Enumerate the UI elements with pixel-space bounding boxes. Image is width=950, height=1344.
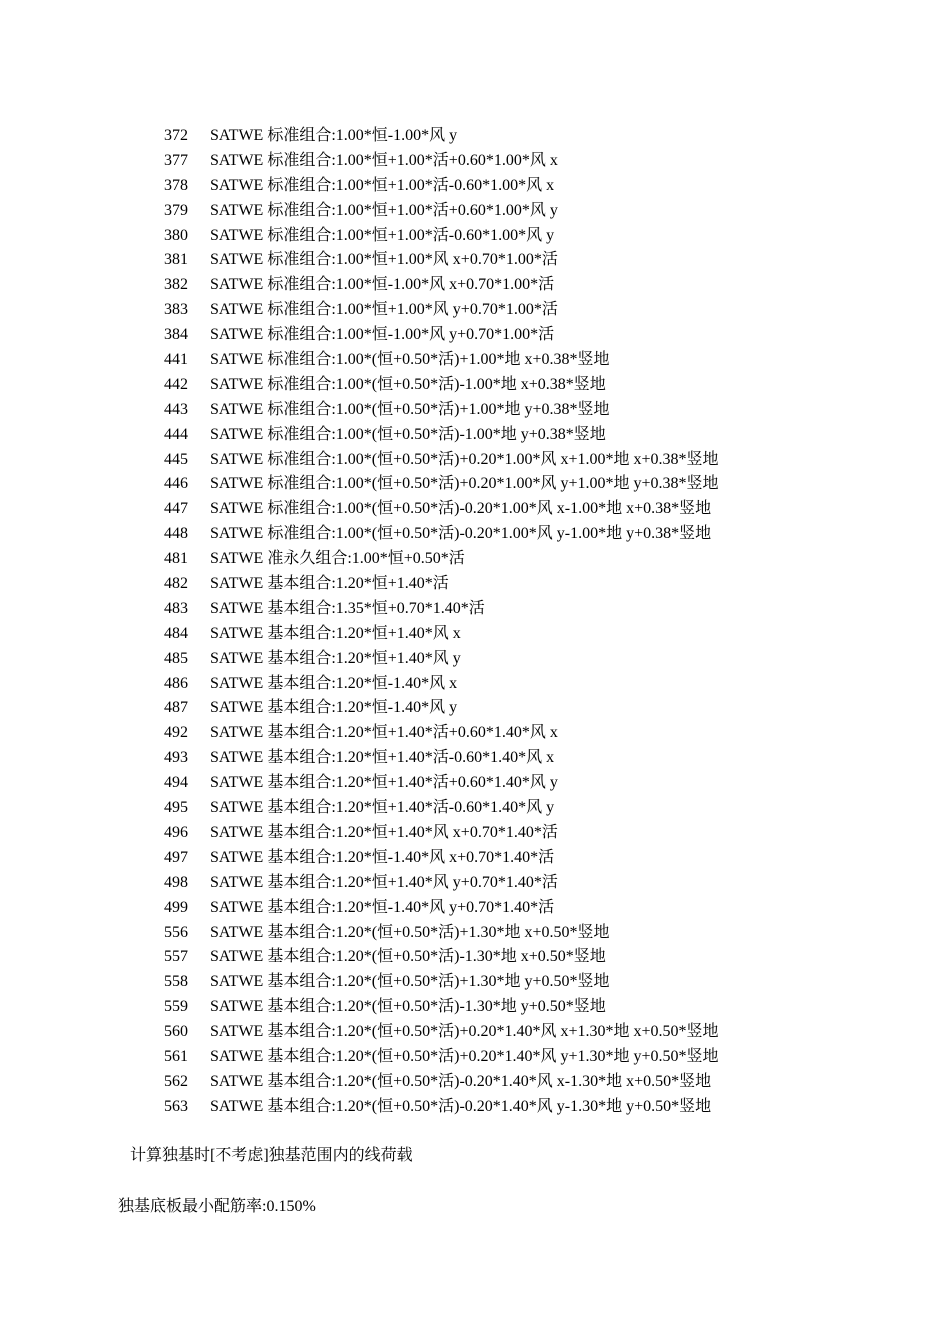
combination-row xyxy=(0,348,950,373)
combination-row xyxy=(0,448,950,473)
combination-id: 483 xyxy=(164,599,188,617)
combination-id: 380 xyxy=(164,226,188,244)
combination-formula: SATWE 标准组合:1.00*恒+1.00*活+0.60*1.00*风 x xyxy=(210,151,558,169)
combination-id: 442 xyxy=(164,375,188,393)
combination-formula: SATWE 标准组合:1.00*(恒+0.50*活)-0.20*1.00*风 x-1.00*地 x+0.38*竖地 xyxy=(210,500,712,518)
combination-formula: SATWE 标准组合:1.00*恒+1.00*风 x+0.70*1.00*活 xyxy=(210,251,558,269)
combination-formula: SATWE 基本组合:1.20*(恒+0.50*活)+0.20*1.40*风 y+1.30*地 y+0.50*竖地 xyxy=(210,1047,719,1065)
combination-id: 562 xyxy=(164,1072,188,1090)
combination-row xyxy=(0,273,950,298)
combination-row xyxy=(0,248,950,273)
combination-formula: SATWE 基本组合:1.20*(恒+0.50*活)+1.30*地 x+0.50*竖地 xyxy=(210,923,610,941)
combination-row xyxy=(0,423,950,448)
combination-id: 445 xyxy=(164,450,188,468)
combination-row xyxy=(0,1070,950,1095)
combination-id: 556 xyxy=(164,923,188,941)
combination-row xyxy=(0,472,950,497)
combination-formula: SATWE 基本组合:1.20*恒-1.40*风 y xyxy=(210,699,458,717)
combination-id: 384 xyxy=(164,326,188,344)
combination-formula: SATWE 标准组合:1.00*恒+1.00*活-0.60*1.00*风 y xyxy=(210,226,555,244)
combination-formula: SATWE 标准组合:1.00*恒+1.00*风 y+0.70*1.00*活 xyxy=(210,301,558,319)
combination-id: 381 xyxy=(164,251,188,269)
combination-id: 561 xyxy=(164,1047,188,1065)
combination-formula: SATWE 标准组合:1.00*恒-1.00*风 y xyxy=(210,127,458,144)
combination-row xyxy=(0,622,950,647)
combination-row xyxy=(0,672,950,697)
combination-row xyxy=(0,298,950,323)
combination-row xyxy=(0,1020,950,1045)
combination-formula: SATWE 准永久组合:1.00*恒+0.50*活 xyxy=(210,550,465,568)
combination-id: 487 xyxy=(164,699,188,717)
combination-formula: SATWE 标准组合:1.00*(恒+0.50*活)+1.00*地 x+0.38*竖地 xyxy=(210,351,610,369)
combination-id: 485 xyxy=(164,649,188,667)
combination-id: 481 xyxy=(164,550,188,568)
combination-formula: SATWE 标准组合:1.00*(恒+0.50*活)-0.20*1.00*风 y-1.00*地 y+0.38*竖地 xyxy=(210,525,712,543)
combination-formula: SATWE 基本组合:1.20*恒+1.40*活-0.60*1.40*风 y xyxy=(210,799,555,817)
combination-formula: SATWE 基本组合:1.20*(恒+0.50*活)-1.30*地 y+0.50*竖地 xyxy=(210,998,606,1016)
combination-id: 560 xyxy=(164,1023,188,1041)
combination-row xyxy=(0,647,950,672)
combination-row xyxy=(0,224,950,249)
combination-id: 484 xyxy=(164,624,188,642)
combination-row xyxy=(0,945,950,970)
combination-id: 495 xyxy=(164,799,188,817)
combination-row xyxy=(0,771,950,796)
combination-formula: SATWE 基本组合:1.20*(恒+0.50*活)-0.20*1.40*风 x-1.30*地 x+0.50*竖地 xyxy=(210,1072,712,1090)
combination-id: 482 xyxy=(164,575,188,593)
line-load-note: 计算独基时[不考虑]独基范围内的线荷载 xyxy=(130,1147,413,1164)
combination-row xyxy=(0,921,950,946)
combination-formula: SATWE 标准组合:1.00*(恒+0.50*活)+0.20*1.00*风 y+1.00*地 y+0.38*竖地 xyxy=(210,475,719,493)
combination-formula: SATWE 基本组合:1.20*恒+1.40*风 y+0.70*1.40*活 xyxy=(210,873,558,891)
combination-id: 496 xyxy=(164,823,188,841)
combination-formula: SATWE 基本组合:1.20*恒-1.40*风 x xyxy=(210,674,458,692)
combination-row xyxy=(0,1045,950,1070)
combination-formula: SATWE 标准组合:1.00*(恒+0.50*活)-1.00*地 x+0.38*竖地 xyxy=(210,375,606,393)
combination-id: 443 xyxy=(164,400,188,418)
combination-id: 497 xyxy=(164,848,188,866)
combination-id: 486 xyxy=(164,674,188,692)
combination-formula: SATWE 基本组合:1.20*恒+1.40*风 y xyxy=(210,649,461,667)
combination-row xyxy=(0,821,950,846)
combination-row xyxy=(0,746,950,771)
combination-id: 382 xyxy=(164,276,188,294)
combination-row xyxy=(0,696,950,721)
combination-formula: SATWE 基本组合:1.20*(恒+0.50*活)+1.30*地 y+0.50*竖地 xyxy=(210,973,610,991)
combination-formula: SATWE 标准组合:1.00*恒+1.00*活+0.60*1.00*风 y xyxy=(210,201,558,219)
combination-id: 563 xyxy=(164,1097,188,1115)
combination-formula: SATWE 基本组合:1.20*恒-1.40*风 x+0.70*1.40*活 xyxy=(210,848,555,866)
combination-id: 379 xyxy=(164,201,188,219)
combination-row xyxy=(0,1095,950,1120)
combination-id: 492 xyxy=(164,724,188,742)
combination-row xyxy=(0,174,950,199)
combination-formula: SATWE 基本组合:1.20*(恒+0.50*活)-0.20*1.40*风 y-1.30*地 y+0.50*竖地 xyxy=(210,1097,712,1115)
combination-id: 498 xyxy=(164,873,188,891)
combination-id: 494 xyxy=(164,774,188,792)
combination-formula: SATWE 基本组合:1.20*恒+1.40*风 x xyxy=(210,624,461,642)
combination-formula: SATWE 基本组合:1.20*(恒+0.50*活)+0.20*1.40*风 x+1.30*地 x+0.50*竖地 xyxy=(210,1023,719,1041)
combination-formula: SATWE 基本组合:1.20*恒+1.40*活-0.60*1.40*风 x xyxy=(210,749,555,767)
load-combination-list xyxy=(0,124,950,1120)
combination-formula: SATWE 基本组合:1.20*恒+1.40*活+0.60*1.40*风 y xyxy=(210,774,558,792)
combination-row xyxy=(0,896,950,921)
combination-formula: SATWE 基本组合:1.20*恒+1.40*风 x+0.70*1.40*活 xyxy=(210,823,558,841)
combination-id: 493 xyxy=(164,749,188,767)
combination-formula: SATWE 标准组合:1.00*(恒+0.50*活)+1.00*地 y+0.38*竖地 xyxy=(210,400,610,418)
combination-row xyxy=(0,995,950,1020)
combination-formula: SATWE 标准组合:1.00*恒+1.00*活-0.60*1.00*风 x xyxy=(210,176,555,194)
combination-row xyxy=(0,373,950,398)
combination-formula: SATWE 基本组合:1.20*恒+1.40*活+0.60*1.40*风 x xyxy=(210,724,558,742)
combination-formula: SATWE 标准组合:1.00*恒-1.00*风 x+0.70*1.00*活 xyxy=(210,276,555,294)
combination-row xyxy=(0,970,950,995)
combination-id: 558 xyxy=(164,973,188,991)
combination-id: 378 xyxy=(164,176,188,194)
combination-id: 499 xyxy=(164,898,188,916)
combination-id: 447 xyxy=(164,500,188,518)
combination-row xyxy=(0,199,950,224)
combination-row xyxy=(0,323,950,348)
combination-formula: SATWE 标准组合:1.00*恒-1.00*风 y+0.70*1.00*活 xyxy=(210,326,555,344)
combination-row xyxy=(0,398,950,423)
combination-id: 446 xyxy=(164,475,188,493)
combination-formula: SATWE 基本组合:1.20*恒-1.40*风 y+0.70*1.40*活 xyxy=(210,898,555,916)
combination-id: 559 xyxy=(164,998,188,1016)
combination-row xyxy=(0,124,950,149)
combination-id: 441 xyxy=(164,351,188,369)
combination-row xyxy=(0,846,950,871)
combination-id: 448 xyxy=(164,525,188,543)
combination-formula: SATWE 基本组合:1.35*恒+0.70*1.40*活 xyxy=(210,599,485,617)
combination-id: 377 xyxy=(164,151,188,169)
combination-row xyxy=(0,572,950,597)
combination-row xyxy=(0,871,950,896)
combination-formula: SATWE 基本组合:1.20*恒+1.40*活 xyxy=(210,575,449,593)
combination-formula: SATWE 标准组合:1.00*(恒+0.50*活)+0.20*1.00*风 x+1.00*地 x+0.38*竖地 xyxy=(210,450,719,468)
combination-formula: SATWE 基本组合:1.20*(恒+0.50*活)-1.30*地 x+0.50*竖地 xyxy=(210,948,606,966)
combination-row xyxy=(0,149,950,174)
combination-row xyxy=(0,547,950,572)
combination-id: 372 xyxy=(164,127,188,144)
combination-row xyxy=(0,522,950,547)
combination-id: 444 xyxy=(164,425,188,443)
combination-id: 557 xyxy=(164,948,188,966)
combination-row xyxy=(0,796,950,821)
combination-id: 383 xyxy=(164,301,188,319)
min-reinforcement-ratio: 独基底板最小配筋率:0.150% xyxy=(118,1198,316,1215)
combination-row xyxy=(0,721,950,746)
combination-row xyxy=(0,597,950,622)
combination-row xyxy=(0,497,950,522)
combination-formula: SATWE 标准组合:1.00*(恒+0.50*活)-1.00*地 y+0.38*竖地 xyxy=(210,425,606,443)
